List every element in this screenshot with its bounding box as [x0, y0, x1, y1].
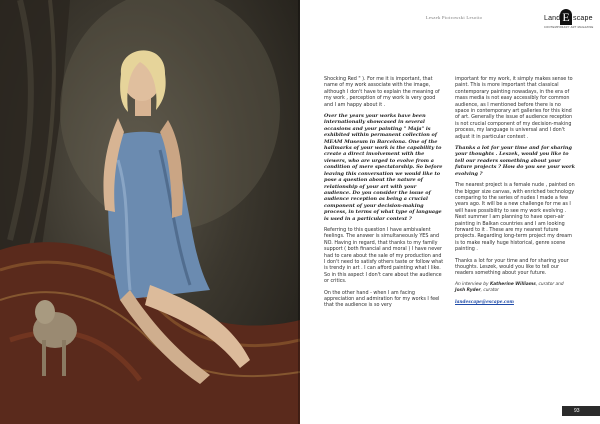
page-header [300, 0, 600, 38]
interview-question: Thanks a lot for your time and for sharing your thoughts . Leszek, would you like to tell our readers something about your future projects ? How do you see your work evolving ? [455, 145, 576, 177]
credit-name: Josh Ryder [455, 287, 481, 293]
paragraph: The nearest project is a female nude , painted on the bigger size canvas, with enriched technology comparing to the series of nudes I made a few years ago. It will be a new challenge for me as I will have possibility to see my work evolving . Next summer I am planning to have open-air painting in Balkan countries and I am looking forward to it . These are my nearest future projects. Regarding long-term project my dream is to make really huge historical, genre scene painting . [455, 182, 575, 253]
logo-word-land: Land [544, 15, 561, 22]
page-number-badge [562, 406, 600, 416]
credit-prefix: An interview by [455, 281, 490, 287]
article-page [300, 0, 600, 424]
magazine-logo [544, 9, 598, 33]
logo-badge-letter: E [562, 10, 570, 24]
email-link[interactable]: landescape@escape.com [455, 300, 514, 306]
paragraph: Referring to this question I have ambivalent feelings. The answer is simultaneously YES and NO. Having in regard, that thanks to my family support ( both financial and moral ) I have never had to care about the sale of my production and I don't need to satisfy others taste or follow what is trendy in art . I can afford painting what I like. So in this aspect I don't care about the audience or critics. [324, 226, 444, 285]
header-title: Leszek Piotrowski Lesotto [425, 15, 483, 20]
paragraph: Shocking Red " ). For me it is important, that name of my work associate with the image, although I don't have to explain the meaning of my work , perception of my work is very good and I am happy about it . [324, 76, 440, 108]
page-number: 93 [574, 407, 580, 414]
credit-middle: , curator and [535, 281, 564, 287]
credit-name: Katherine Williams [489, 281, 536, 287]
logo-badge [560, 9, 572, 25]
logo-subtitle: CONTEMPORARY ART MAGAZINE [544, 26, 594, 29]
logo-word-scape: scape [573, 15, 593, 22]
paragraph: Thanks a lot for your time and for sharing your thoughts. Leszek, would you like to tell our readers something about your future. [455, 257, 569, 277]
text-column-left [324, 76, 444, 314]
paragraph: important for my work, it simply makes sense to paint. This is more important that classical contemporary painting nowadays, in the era of mass media is not easy accessibly for common audience, as I mentioned before there is no space in contemporary art galleries for this kind of art. Generally the issue of audience reception is not crucial component of my decision-making process, my language is universal and I don't adjust it in particular context . [455, 76, 573, 140]
text-column-right [455, 76, 575, 312]
paragraph: On the other hand - when I am facing appreciation and admiration for my works I feel that the audience is so very [324, 289, 440, 309]
interview-question: Over the years your works have been internationally showcased in several occasions and your painting " Maja" is exhibited within permanent collection of MEAM Museum in Barcelona. One of the hallmarks of your work is the capability to create a direct involvement with the viewers, who are urged to evolve from a condition of mere spectatorship. So before leaving this conversation we would like to pose a question about the nature of relationship of your art with your audience. Do you consider the issue of audience reception as being a crucial component of your decision-making process, in terms of what type of language is used in a particular context ? [324, 113, 443, 222]
interview-credit [455, 282, 575, 294]
credit-suffix: , curator [480, 287, 499, 293]
